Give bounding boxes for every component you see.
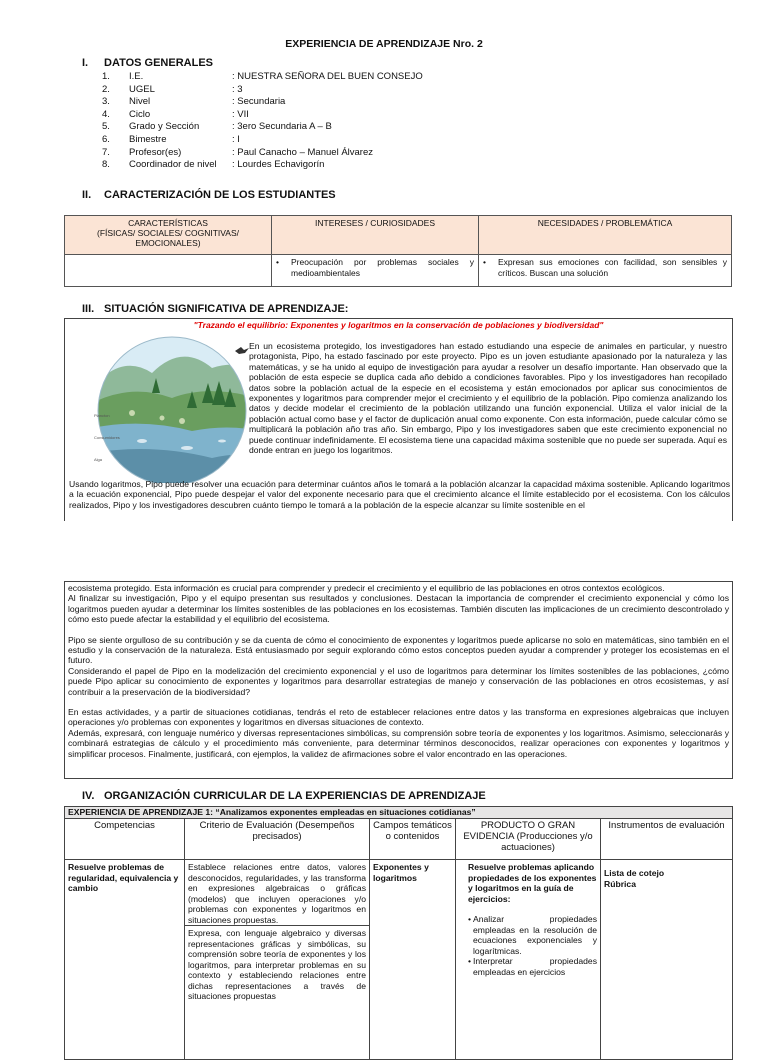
row-label: Profesor(es) [129,146,182,158]
situation-title: "Trazando el equilibrio: Exponentes y logaritmos en la conservación de poblaciones y biodiversidad" [193,320,604,330]
section-heading-caracterizacion [82,189,336,201]
row-number: 7. [102,146,110,158]
section-heading-organizacion [82,790,486,802]
row-value: : Lourdes Echavigorín [232,159,325,171]
row-label: Grado y Sección [129,121,200,133]
section-number: II. [82,189,92,201]
illustration-label: Alga [94,457,103,462]
row-label: UGEL [129,83,155,95]
header-line: CARACTERÍSTICAS [128,218,208,228]
table-cell [272,255,479,287]
document-title: EXPERIENCIA DE APRENDIZAJE Nro. 2 [285,38,483,50]
datos-row [102,84,243,97]
table-row [65,860,733,1060]
section-title: DATOS GENERALES [104,57,213,69]
table-row [65,255,732,287]
section-title: SITUACIÓN SIGNIFICATIVA DE APRENDIZAJE: [104,303,349,315]
section-number: III. [82,303,95,315]
table-header: PRODUCTO O GRAN EVIDENCIA (Producciones y/o actuaciones) [456,819,601,860]
curricular-table [64,806,733,1060]
need-text: Expresan sus emociones con facilidad, son sensibles y críticos. Buscan una solución [497,257,727,278]
situation-paragraph: En un ecosistema protegido, los investigadores han estado estudiando una especie de animales en particular, y nuestro protagonista, Pipo, ha estado fascinado por este proyecto. Pipo es un joven estudiante apasionado por la naturaleza y las matemáticas, y se ha unido al equipo de investigación para ayudar a resolver un desafío importante. Han observado que la población de esta especie se duplica cada año debido a condiciones favorables. Pipo y los investigadores han recopilado datos sobre la población actual de la especie en el ecosistema y están emocionados por aplicar sus conocimientos de exponentes y logaritmos para comprender mejor el crecimiento y el equilibrio de la población. Pipo comienza analizando los datos y decide modelar el crecimiento de la población utilizando una función exponencial. Utiliza el valor inicial de la población actual como base y el factor de duplicación anual como exponente. Con esta información, puede calcular cómo se multiplicará la población año tras año. Sin embargo, Pipo y los investigadores saben que este crecimiento exponencial no puede continuar indefinidamente. El ecosistema tiene una capacidad máxima sostenible que no puede ser superada. Aquí es donde entran en juego los logaritmos. [249,341,727,456]
interest-text: Preocupación por problemas sociales y medioambientales [290,257,474,278]
situation-paragraph: ecosistema protegido. Esta información es crucial para comprender y predecir el crecimiento y el equilibrio de las poblaciones en otros contextos ecológicos. [68,583,665,593]
row-value: : I [232,134,240,145]
competencia-cell: Resuelve problemas de regularidad, equivalencia y cambio [65,860,185,1060]
producto-list [468,914,597,977]
row-number: 3. [102,96,110,108]
table-header: INTERESES / CURIOSIDADES [272,216,479,255]
row-value: : 3 [232,83,243,95]
header-line: EMOCIONALES) [135,238,201,248]
bullet-icon: • [468,914,472,924]
datos-row [102,147,373,160]
section-heading-situacion [82,303,348,315]
criterio-item: Expresa, con lenguaje algebraico y diversas representaciones gráficas y simbólicas, su comprensión sobre teoría de exponentes y los logaritmos, para interpretar problemas en su contexto y estableciendo relaciones entre dichas representaciones a través de situaciones propuestas [188,928,366,1001]
row-label: Bimestre [129,134,167,145]
situation-paragraph: Además, expresará, con lenguaje numérico y diversas representaciones simbólicas, su comprensión sobre teoría de exponentes y los logaritmos. Asimismo, seleccionarás y combinará estrategias de cálculo y el procedimiento más conveniente, para determinar términos desconocidos, realizar operaciones con exponentes y logaritmos y simplificar procesos. Finalmente, justificará, con ejemplos, la validez de afirmaciones sobre el valor encontrado en las operaciones. [68,727,729,759]
datos-row [102,96,285,109]
producto-main: Resuelve problemas aplicando propiedades de los exponentes y logaritmos en la guía de ejercicios: [468,862,597,904]
situation-paragraph: Usando logaritmos, Pipo puede resolver una ecuación para determinar cuántos años le tomará a la población alcanzar la capacidad máxima sostenible. Aplicando logaritmos a la ecuación exponencial, Pipo puede despejar el valor del exponente necesario para que el crecimiento alcance el límite establecido por el ecosistema. Con los cálculos realizados, Pipo y los investigadores descubren cuánto tiempo le tomará a la población de la especie alcanzar su límite sostenible en el [69,479,730,510]
producto-cell [456,860,601,1060]
campos-cell: Exponentes y logaritmos [370,860,456,1060]
table-header-row [65,819,733,860]
header-line: (FÍSICAS/ SOCIALES/ COGNITIVAS/ [96,228,239,238]
illustration-label: Plancton [94,413,110,418]
situation-box [64,318,733,521]
datos-row [102,121,332,134]
table-header: Competencias [65,819,185,860]
list-item [468,914,597,956]
section-number: IV. [82,790,95,802]
row-number: 2. [102,83,110,95]
section-number: I. [82,57,89,69]
datos-row [102,71,423,84]
criterio-item: Establece relaciones entre datos, valores desconocidos, regularidades, y las transforma en expresiones algebraicas o gráficas (modelos) que incluyen operaciones y/o problemas con exponentes y logaritmos en situaciones propuestas. [185,860,369,926]
row-value: : NUESTRA SEÑORA DEL BUEN CONSEJO [232,71,423,82]
situation-paragraph: En estas actividades, y a partir de situaciones cotidianas, tendrás el reto de establecer relaciones entre datos y las transforma en expresiones algebraicas que incluyen operaciones y/o problemas con exponentes y logaritmos en diversas situaciones de contexto. [68,707,729,728]
row-label: Coordinador de nivel [129,159,217,171]
row-value: : 3ero Secundaria A – B [232,121,332,133]
row-value: : VII [232,108,249,120]
instrumentos-cell [601,860,733,1060]
situation-paragraph: Pipo se siente orgulloso de su contribución y se da cuenta de cómo el conocimiento de exponentes y logaritmos puede aplicarse no solo en matemáticas, sino también en el estudio y la conservación de la naturaleza. Está entusiasmado por seguir explorando cómo estos conceptos pueden ayudar a comprender y proteger los ecosistemas en el futuro. [68,634,729,666]
situation-paragraph: Considerando el papel de Pipo en la modelización del crecimiento exponencial y el uso de logaritmos para determinar los límites sostenibles de las poblaciones, ¿cómo puede Pipo aplicar su conocimiento de exponentes y logaritmos para desarrollar estrategias de manejo y conservación de las poblaciones en otros ecosistemas, y así contribuir a la preservación de la biodiversidad? [68,665,729,697]
row-value: : Paul Canacho – Manuel Álvarez [232,146,373,158]
row-label: Ciclo [129,108,151,120]
table-header: Instrumentos de evaluación [601,819,733,860]
row-label: I.E. [129,71,144,82]
table-header [65,216,272,255]
instrumento-item: Rúbrica [604,878,636,889]
table-header: Criterio de Evaluación (Desempeños precisados) [185,819,370,860]
section-title: CARACTERIZACIÓN DE LOS ESTUDIANTES [104,189,336,201]
row-number: 4. [102,108,110,120]
caracterizacion-table [64,215,732,287]
instrumento-item: Lista de cotejo [604,868,665,878]
criterio-cell [185,860,370,1060]
situation-continuation-box [64,581,733,779]
row-number: 1. [102,71,110,82]
section-heading-datos-generales [82,57,213,69]
bullet-icon: • [468,956,472,966]
list-item-text: Analizar propiedades empleadas en la resolución de ecuaciones exponenciales y logarítmicas. [473,914,597,956]
datos-row [102,134,240,147]
section-title: ORGANIZACIÓN CURRICULAR DE LA EXPERIENCIAS DE APRENDIZAJE [104,790,486,802]
situation-paragraph: Al finalizar su investigación, Pipo y el equipo presentan sus resultados y conclusiones. Destacan la importancia de comprender el crecimiento exponencial y cómo los logaritmos pueden ayudar a determinar los límites sostenibles de las poblaciones en los ecosistemas. También discuten las implicaciones de un crecimiento descontrolado y cómo esto puede afectar la estabilidad y el equilibrio del ecosistema. [68,593,729,625]
bullet-icon: • [483,257,486,267]
table-cell [479,255,732,287]
row-number: 5. [102,121,110,133]
row-number: 8. [102,159,110,171]
ecosystem-illustration [92,333,267,483]
bullet-icon: • [276,257,279,267]
table-cell-empty [65,255,272,287]
row-label: Nivel [129,96,151,108]
illustration-label: Consumidores [94,435,120,440]
datos-row [102,159,324,172]
list-item-text: Interpretar propiedades empleadas en ejercicios [473,956,597,977]
table-row [65,807,733,819]
row-value: : Secundaria [232,96,286,108]
experience-title: EXPERIENCIA DE APRENDIZAJE 1: “Analizamos exponentes empleadas en situaciones cotidianas” [65,807,733,819]
table-header: NECESIDADES / PROBLEMÁTICA [479,216,732,255]
datos-row [102,109,249,122]
table-header: Campos temáticos o contenidos [370,819,456,860]
row-number: 6. [102,134,110,145]
list-item [468,956,597,977]
